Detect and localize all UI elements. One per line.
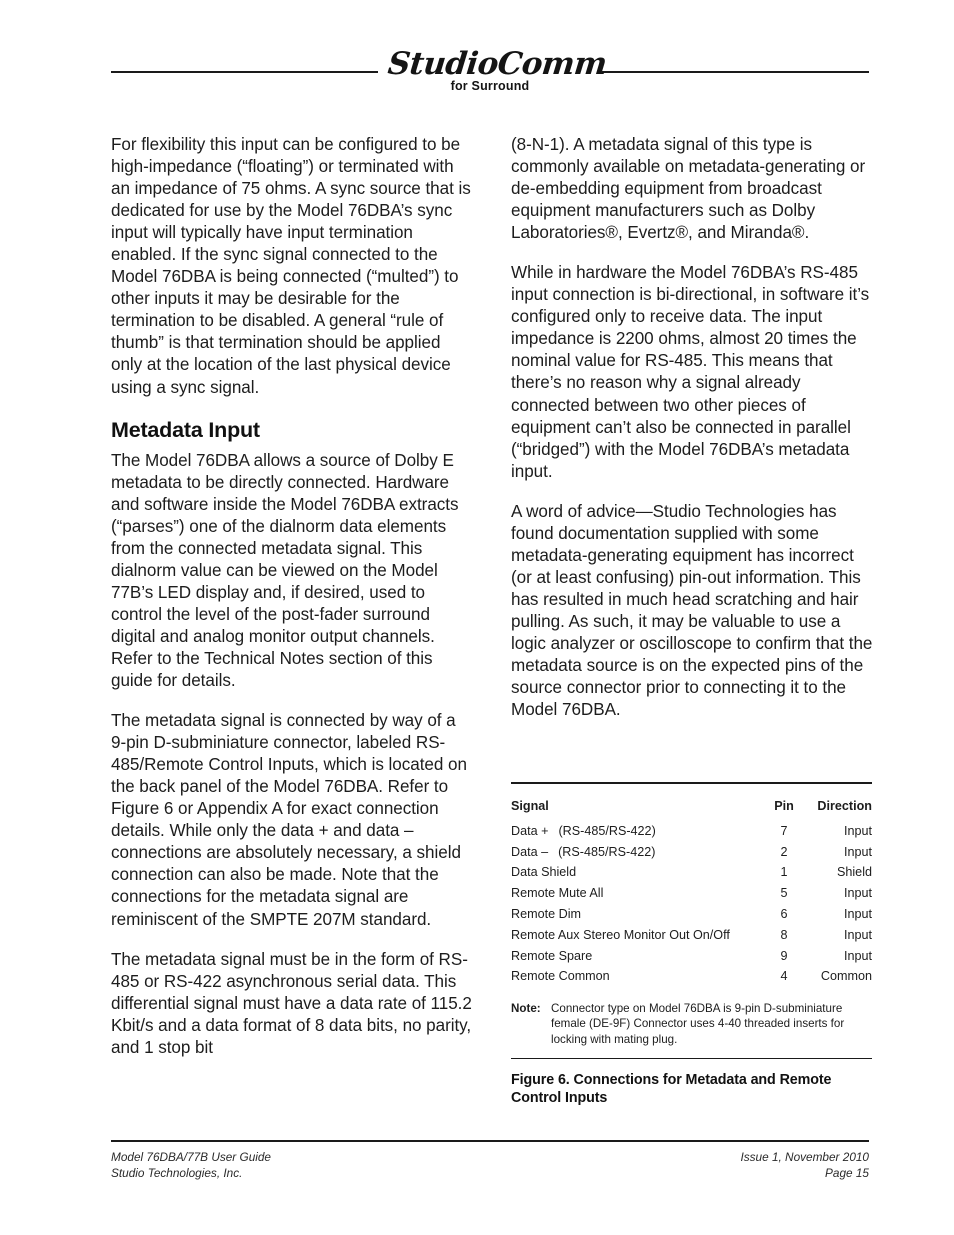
footer-guide-title: Model 76DBA/77B User Guide [111,1150,271,1164]
column-header-direction: Direction [817,799,872,813]
cell-signal [511,966,766,987]
cell-signal [511,883,766,904]
cell-pin: 4 [780,969,788,984]
footer-right [740,1150,869,1181]
logo-subtitle: for Surround [450,79,530,93]
cell-signal [511,842,766,863]
footer-issue: Issue 1, November 2010 [740,1150,869,1164]
paragraph-serial-format: The metadata signal must be in the form of RS-485 or RS-422 asynchronous serial data. This differential signal must have a data rate of 115.2 Kbit/s and a data format of 8 data bits, no parity, and 1 stop bit [111,949,472,1057]
signal-name: Data – [511,844,549,859]
cell-direction: Input [843,886,872,901]
footer-rule [111,1140,869,1142]
signal-name: Data + [511,823,549,838]
left-text-column [111,134,474,1077]
table-row [511,842,872,863]
pinout-table-body [511,821,872,987]
cell-signal [511,946,766,967]
signal-detail: (RS-485/RS-422) [558,823,656,838]
table-row [511,904,872,925]
signal-name: Remote Common [511,969,610,984]
footer-left [111,1150,271,1181]
signal-name: Remote Aux Stereo Monitor Out On/Off [511,927,730,942]
signal-name: Data Shield [511,865,577,880]
cell-direction: Input [843,823,872,838]
cell-pin: 8 [780,927,788,942]
cell-signal [511,821,766,842]
page-header [111,48,869,100]
cell-signal [511,862,766,883]
page-footer [111,1140,869,1181]
connector-note [511,1001,872,1047]
cell-direction: Shield [836,865,872,880]
paragraph-connector-details: The metadata signal is connected by way of a 9-pin D-subminiature connector, labeled RS-485/Remote Control Inputs, which is located on the back panel of the Model 76DBA. Refer to Figure 6 or Appendix A for exact connection details. While only the data + and data – connections are absolutely necessary, a shield connection can also be made. Note that the connections for the metadata signal are reminiscent of the SMPTE 207M standard. [111,711,467,929]
cell-pin: 2 [780,844,788,859]
paragraph-word-of-advice: A word of advice—Studio Technologies has found documentation supplied with some metadata-generating equipment has incorrect (or at least confusing) pin-out information. This has resulted in much head scratching and hair pulling. As such, it may be valuable to use a logic analyzer or oscilloscope to confirm that the metadata source is on the expected pins of the source connector prior to connecting it to the Model 76DBA. [511,501,873,720]
column-header-signal: Signal [511,799,549,813]
column-header-pin: Pin [774,799,794,813]
note-text: Connector type on Model 76DBA is 9-pin D-subminiature female (DE-9F) Connector uses 4-40 threaded inserts for locking with mating plug. [551,1002,845,1046]
cell-signal [511,925,766,946]
figure-6-block [511,782,872,1108]
footer-columns [111,1150,869,1181]
paragraph-rs485-impedance: While in hardware the Model 76DBA’s RS-485 input connection is bi-directional, in software it’s configured only to receive data. The input impedance is 2200 ohms, almost 20 times the nominal value for RS-485. This means that there’s no reason why a signal already connected between two other pieces of equipment can’t also be connected in parallel (“bridged”) with the Model 76DBA’s metadata input. [511,263,870,481]
table-row [511,925,872,946]
header-rule-left [111,71,378,73]
cell-direction: Input [843,927,872,942]
cell-direction: Common [820,969,872,984]
studiocomm-logo [386,46,609,93]
table-row [511,862,872,883]
right-text-column [511,134,874,739]
cell-direction: Input [843,948,872,963]
cell-direction: Input [843,844,872,859]
pinout-table-head [511,796,872,821]
cell-pin: 6 [780,906,788,921]
footer-page-number: Page 15 [825,1165,869,1180]
cell-pin: 7 [780,823,788,838]
table-row [511,883,872,904]
note-label: Note: [511,1002,541,1016]
footer-company: Studio Technologies, Inc. [111,1165,243,1180]
table-row [511,821,872,842]
paragraph-sync-termination: For flexibility this input can be configured to be high-impedance (“floating”) or terminated with an impedance of 75 ohms. A sync source that is dedicated for use by the Model 76DBA’s sync input will typically have input termination enabled. If the sync signal connected to the Model 76DBA is being connected (“multed”) to other inputs it may be desirable for the termination to be disabled. A general “rule of thumb” is that termination should be applied only at the location of the last physical device using a sync signal. [111,135,471,397]
cell-pin: 5 [780,886,788,901]
table-row [511,946,872,967]
cell-pin: 9 [780,948,788,963]
figure-caption: Figure 6. Connections for Metadata and Remote Control Inputs [511,1071,832,1107]
paragraph-metadata-availability: (8-N-1). A metadata signal of this type is commonly available on metadata-generating or de-embedding equipment from broadcast equipment manufacturers such as Dolby Laboratories®, Evertz®, and Miranda®. [511,135,866,243]
signal-name: Remote Mute All [511,886,604,901]
table-header-row [511,796,872,821]
section-heading-metadata-input: Metadata Input [111,417,260,442]
pinout-table [511,796,872,987]
table-row [511,966,872,987]
cell-direction: Input [843,906,872,921]
logo-wordmark: StudioComm [386,46,609,82]
signal-detail: (RS-485/RS-422) [558,844,656,859]
signal-name: Remote Spare [511,948,593,963]
cell-signal [511,904,766,925]
header-rule-right [602,71,869,73]
paragraph-dolby-e-metadata: The Model 76DBA allows a source of Dolby E metadata to be directly connected. Hardware and software inside the Model 76DBA extracts (“parses”) one of the dialnorm data elements from the connected metadata signal. This dialnorm value can be viewed on the Model 77B’s LED display and, if desired, used to control the level of the post-fader surround digital and analog monitor output channels. Refer to the Technical Notes section of this guide for details. [111,450,459,691]
figure-top-rule [511,782,872,784]
figure-bottom-rule [511,1058,872,1059]
signal-name: Remote Dim [511,906,581,921]
cell-pin: 1 [780,865,788,880]
